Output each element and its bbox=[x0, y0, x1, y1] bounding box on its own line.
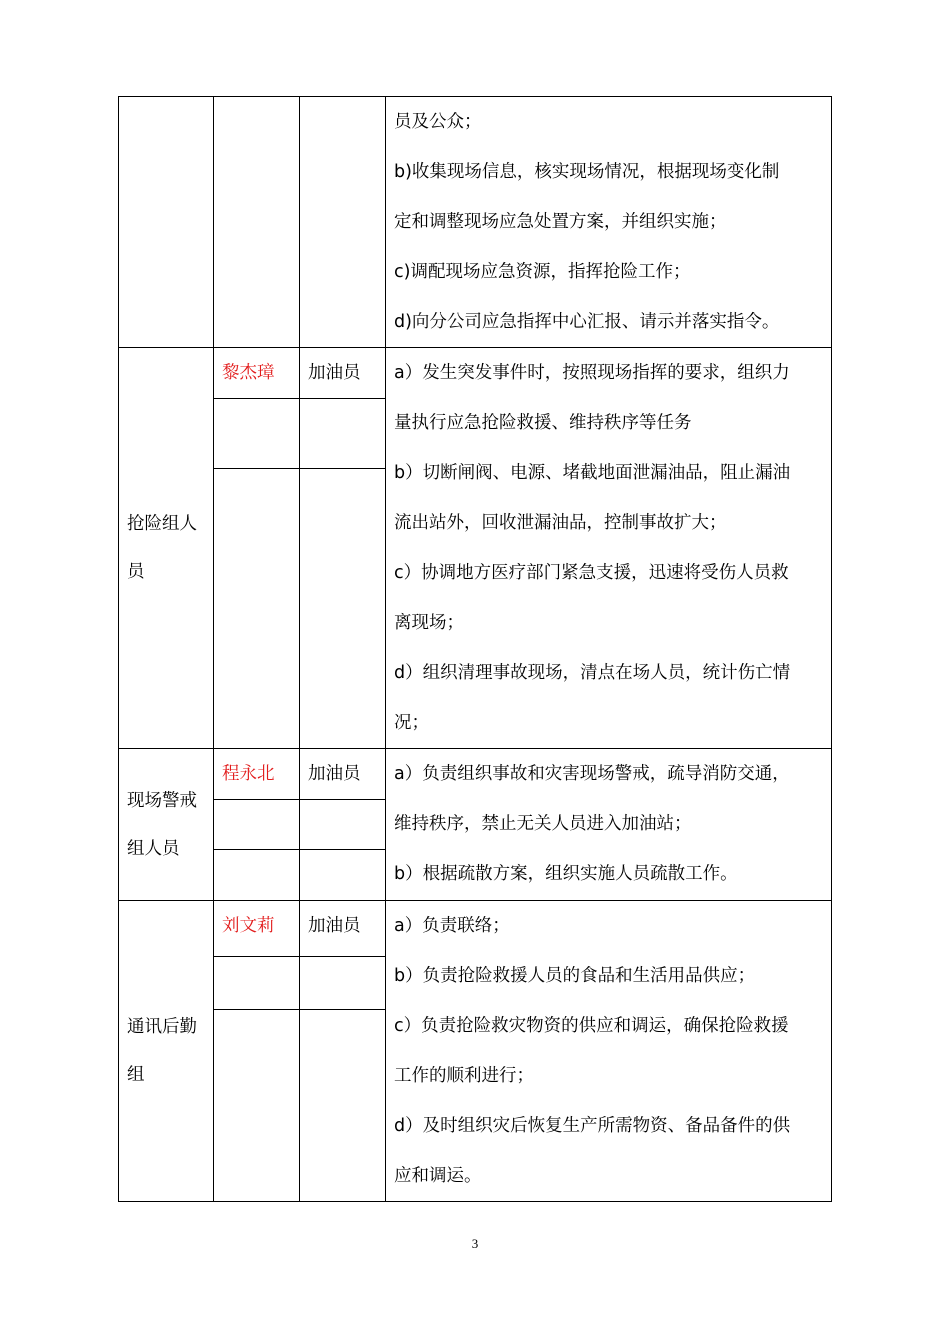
desc-line: b)收集现场信息，核实现场情况，根据现场变化制 bbox=[394, 162, 780, 182]
name-cell-empty bbox=[214, 850, 300, 901]
role-cell-empty bbox=[300, 1010, 386, 1202]
member-role: 加油员 bbox=[300, 749, 386, 800]
duty-description bbox=[386, 348, 832, 749]
member-name: 程永北 bbox=[214, 749, 300, 800]
group-cell-empty bbox=[119, 97, 214, 348]
desc-line: b）负责抢险救援人员的食品和生活用品供应； bbox=[394, 966, 756, 986]
desc-line: 量执行应急抢险救援、维持秩序等任务 bbox=[394, 413, 692, 433]
role-cell-empty bbox=[300, 850, 386, 901]
desc-line: c）负责抢险救灾物资的供应和调运，确保抢险救援 bbox=[394, 1016, 789, 1036]
desc-line: b）根据疏散方案，组织实施人员疏散工作。 bbox=[394, 864, 738, 884]
table-row-logistics bbox=[119, 901, 832, 957]
duty-description bbox=[386, 901, 832, 1202]
desc-line: 定和调整现场应急处置方案，并组织实施； bbox=[394, 212, 727, 232]
group-name-logistics: 通讯后勤组 bbox=[119, 901, 214, 1202]
member-role: 加油员 bbox=[300, 348, 386, 399]
role-cell-empty bbox=[300, 800, 386, 850]
role-cell-empty bbox=[300, 469, 386, 749]
role-cell-empty bbox=[300, 957, 386, 1010]
page-number: 3 bbox=[471, 1236, 479, 1251]
desc-line: 工作的顺利进行； bbox=[394, 1066, 534, 1086]
desc-line: d)向分公司应急指挥中心汇报、请示并落实指令。 bbox=[394, 312, 780, 332]
desc-line: 况； bbox=[394, 713, 429, 733]
desc-line: a）负责联络； bbox=[394, 916, 510, 936]
name-cell-empty bbox=[214, 800, 300, 850]
role-cell-empty bbox=[300, 97, 386, 348]
duty-description bbox=[386, 749, 832, 901]
desc-line: 流出站外，回收泄漏油品，控制事故扩大； bbox=[394, 513, 727, 533]
emergency-duty-table bbox=[118, 96, 832, 1202]
name-cell-empty bbox=[214, 399, 300, 469]
group-name-rescue: 抢险组人员 bbox=[119, 348, 214, 749]
role-cell-empty bbox=[300, 399, 386, 469]
desc-line: c）协调地方医疗部门紧急支援，迅速将受伤人员救 bbox=[394, 563, 789, 583]
table-row-guard bbox=[119, 749, 832, 800]
group-name-guard: 现场警戒组人员 bbox=[119, 749, 214, 901]
desc-line: 离现场； bbox=[394, 613, 464, 633]
desc-line: d）组织清理事故现场，清点在场人员，统计伤亡情 bbox=[394, 663, 791, 683]
desc-line: a）负责组织事故和灾害现场警戒，疏导消防交通， bbox=[394, 764, 790, 784]
desc-line: 应和调运。 bbox=[394, 1166, 482, 1186]
desc-line: a）发生突发事件时，按照现场指挥的要求，组织力 bbox=[394, 363, 790, 383]
duty-description bbox=[386, 97, 832, 348]
member-name: 黎杰璋 bbox=[214, 348, 300, 399]
member-name: 刘文莉 bbox=[214, 901, 300, 957]
desc-line: 维持秩序，禁止无关人员进入加油站； bbox=[394, 814, 692, 834]
desc-line: d）及时组织灾后恢复生产所需物资、备品备件的供 bbox=[394, 1116, 791, 1136]
name-cell-empty bbox=[214, 469, 300, 749]
name-cell-empty bbox=[214, 957, 300, 1010]
name-cell-empty bbox=[214, 97, 300, 348]
table-row-rescue bbox=[119, 348, 832, 399]
desc-line: c)调配现场应急资源，指挥抢险工作； bbox=[394, 262, 691, 282]
name-cell-empty bbox=[214, 1010, 300, 1202]
table-row-continuation bbox=[119, 97, 832, 348]
desc-line: 员及公众； bbox=[394, 112, 482, 132]
desc-line: b）切断闸阀、电源、堵截地面泄漏油品，阻止漏油 bbox=[394, 463, 791, 483]
member-role: 加油员 bbox=[300, 901, 386, 957]
